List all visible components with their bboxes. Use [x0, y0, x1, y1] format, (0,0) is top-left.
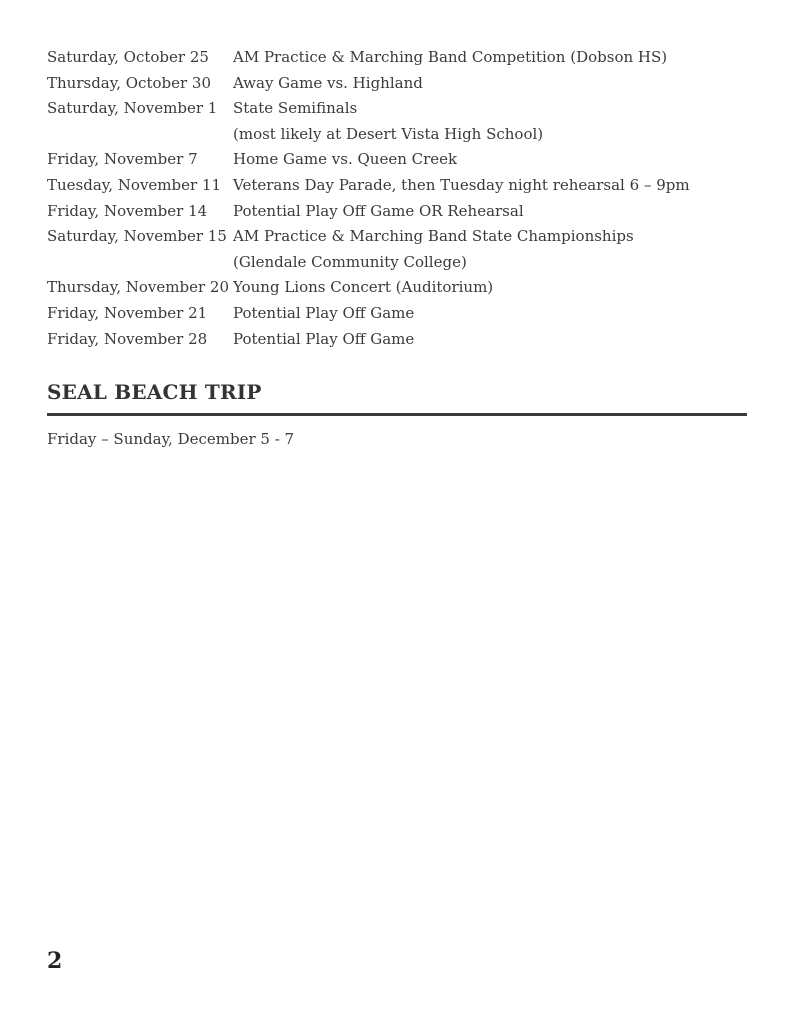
schedule-event: Young Lions Concert (Auditorium): [233, 278, 494, 297]
schedule-row: [47, 122, 747, 148]
schedule-date: Thursday, November 20: [47, 278, 229, 297]
schedule-row: [47, 250, 747, 276]
schedule-event: Potential Play Off Game: [233, 329, 415, 348]
schedule-date: Saturday, October 25: [47, 48, 209, 66]
section-divider: [47, 413, 747, 416]
schedule-event: Potential Play Off Game OR Rehearsal: [233, 201, 524, 220]
schedule-date: Thursday, October 30: [47, 73, 212, 92]
schedule-row: [47, 327, 747, 353]
schedule-row: [47, 45, 747, 71]
schedule-row: [47, 96, 747, 122]
schedule-event: AM Practice & Marching Band State Championships: [233, 227, 634, 246]
schedule-date: [47, 250, 233, 276]
schedule-date: Saturday, November 15: [47, 227, 227, 246]
schedule-event: AM Practice & Marching Band Competition (Dobson HS): [233, 48, 668, 66]
schedule-event: State Semifinals: [233, 99, 358, 118]
schedule-event: (Glendale Community College): [233, 252, 467, 271]
schedule-date: Saturday, November 1: [47, 99, 218, 118]
schedule-row: [47, 173, 747, 199]
schedule-row: [47, 275, 747, 301]
schedule-date: [47, 122, 233, 148]
schedule-row: [47, 224, 747, 250]
schedule-row: [47, 147, 747, 173]
schedule-date: Friday, November 21: [47, 303, 208, 322]
schedule-date: Friday, November 14: [47, 201, 208, 220]
schedule-row: [47, 71, 747, 97]
schedule-date: Tuesday, November 11: [47, 175, 222, 194]
section-heading: SEAL BEACH TRIP: [47, 380, 262, 404]
schedule-date: Friday, November 7: [47, 150, 198, 169]
schedule-list: [47, 45, 747, 352]
schedule-event: (most likely at Desert Vista High School): [233, 124, 544, 143]
page-number: 2: [47, 948, 63, 974]
trip-dates: Friday – Sunday, December 5 - 7: [47, 430, 295, 448]
schedule-event: Home Game vs. Queen Creek: [233, 150, 458, 169]
schedule-date: Friday, November 28: [47, 329, 208, 348]
schedule-event: Potential Play Off Game: [233, 303, 415, 322]
schedule-row: [47, 301, 747, 327]
schedule-event: Veterans Day Parade, then Tuesday night rehearsal 6 – 9pm: [233, 175, 690, 194]
schedule-row: [47, 199, 747, 225]
schedule-event: Away Game vs. Highland: [233, 73, 423, 92]
